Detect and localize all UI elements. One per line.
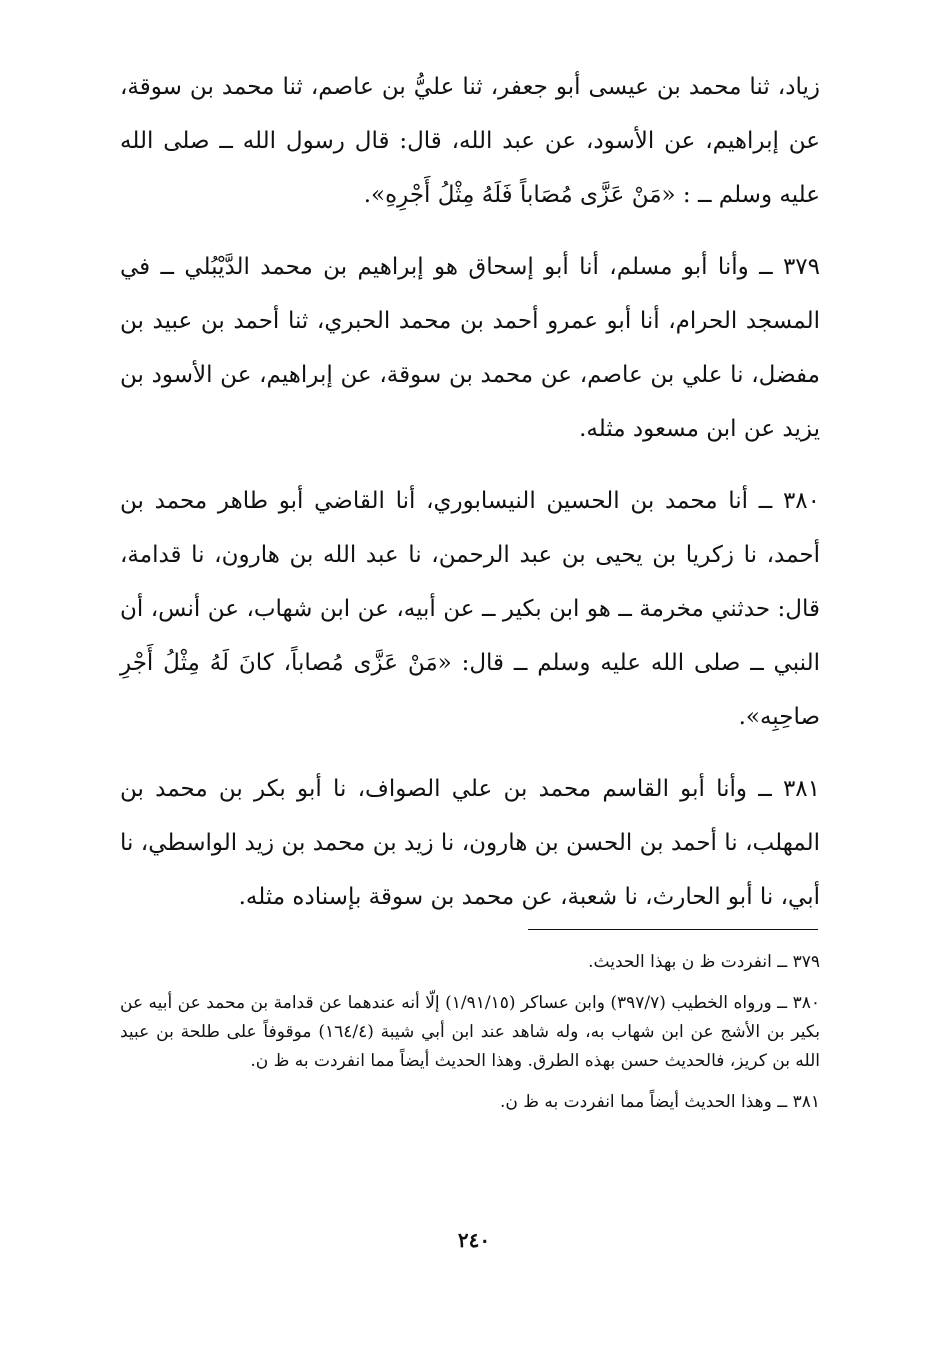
paragraph-hadith-381: ٣٨١ ــ وأنا أبو القاسم محمد بن علي الصواف، نا أبو بكر بن محمد بن المهلب، نا أحمد بن الحسن بن هارون، نا زيد بن محمد بن زيد الواسطي، نا أبي، نا أبو الحارث، نا شعبة، عن محمد بن سوقة بإسناده مثله. [120,776,820,910]
footnote-381: ٣٨١ ــ وهذا الحديث أيضاً مما انفردت به ظ ن. [499,1092,820,1112]
main-text-body [120,60,820,924]
paragraph-continuation: زياد، ثنا محمد بن عيسى أبو جعفر، ثنا عليُّ بن عاصم، ثنا محمد بن سوقة، عن إبراهيم، عن الأسود، عن عبد الله، قال: قال رسول الله ــ صلى الله عليه وسلم ــ : «مَنْ عَزَّى مُصَاباً فَلَهُ مِثْلُ أَجْرِهِ». [120,74,820,208]
footnote-divider [528,929,818,930]
footnote-380: ٣٨٠ ــ ورواه الخطيب (٣٩٧/٧) وابن عساكر (١/٩١/١٥) إلّا أنه عندهما عن قدامة بن محمد عن أبيه عن بكير بن الأشج عن ابن شهاب به، وله شاهد عند ابن أبي شيبة (١٦٤/٤) موقوفاً على طلحة بن عبيد الله بن كريز، فالحديث حسن بهذه الطرق. وهذا الحديث أيضاً مما انفردت به ظ ن. [120,993,820,1071]
paragraph-hadith-379: ٣٧٩ ــ وأنا أبو مسلم، أنا أبو إسحاق هو إبراهيم بن محمد الدَّيْبُلي ــ في المسجد الحرام، أنا أبو عمرو أحمد بن محمد الحبري، ثنا أحمد بن عبيد بن مفضل، نا علي بن عاصم، عن محمد بن سوقة، عن إبراهيم، عن الأسود بن يزيد عن ابن مسعود مثله. [120,254,820,442]
paragraph-hadith-380: ٣٨٠ ــ أنا محمد بن الحسين النيسابوري، أنا القاضي أبو طاهر محمد بن أحمد، نا زكريا بن يحيى بن عبد الرحمن، نا عبد الله بن هارون، نا قدامة، قال: حدثني مخرمة ــ هو ابن بكير ــ عن أبيه، عن ابن شهاب، عن أنس، أن النبي ــ صلى الله عليه وسلم ــ قال: «مَنْ عَزَّى مُصاباً، كانَ لَهُ مِثْلُ أَجْرِ صاحِبِه». [120,488,820,730]
page-number: ٢٤٠ [457,1228,491,1252]
footnotes-section [120,948,820,1117]
footnote-379: ٣٧٩ ــ انفردت ظ ن بهذا الحديث. [588,952,820,972]
